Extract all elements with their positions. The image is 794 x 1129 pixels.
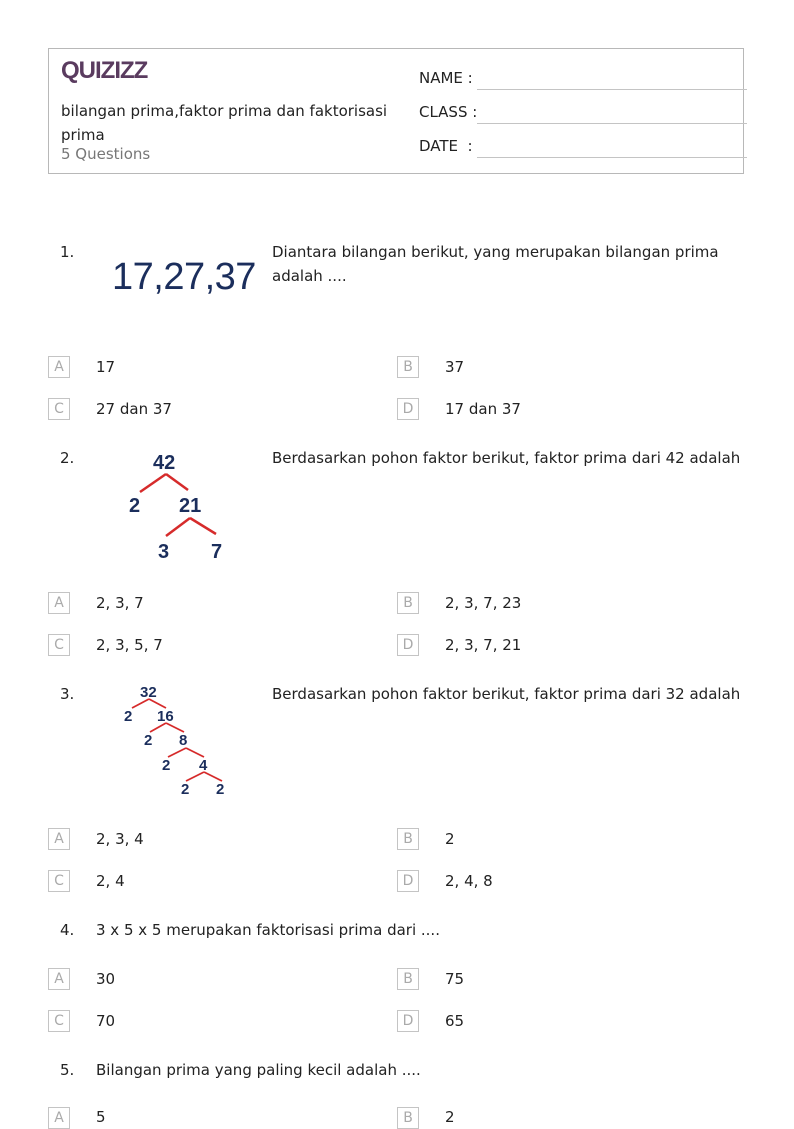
option-text-b[interactable]: 75 (445, 970, 465, 988)
option-letter-d[interactable]: D (397, 1010, 419, 1032)
option-letter-c[interactable]: C (48, 870, 70, 892)
tree-node: 2 (162, 757, 171, 774)
option-text-d[interactable]: 17 dan 37 (445, 400, 521, 418)
tree-node: 2 (144, 732, 153, 749)
option-text-d[interactable]: 2, 4, 8 (445, 872, 493, 890)
tree-node: 8 (179, 732, 188, 749)
class-line (477, 123, 747, 124)
factor-tree-42 (116, 448, 236, 564)
quizizz-logo: QUIZIZZ (61, 57, 148, 84)
option-text-b[interactable]: 2, 3, 7, 23 (445, 594, 522, 612)
question-number: 4. (60, 921, 75, 939)
tree-branch (190, 518, 216, 534)
question-text: Berdasarkan pohon faktor berikut, faktor prima dari 42 adalah (272, 449, 741, 467)
class-label: CLASS : (419, 103, 478, 121)
tree-branch (186, 748, 204, 757)
question-number: 2. (60, 449, 75, 467)
option-text-b[interactable]: 37 (445, 358, 465, 376)
question-text: Bilangan prima yang paling kecil adalah .... (96, 1061, 421, 1079)
factor-tree-32 (116, 682, 240, 802)
tree-node: 21 (179, 495, 202, 517)
option-text-a[interactable]: 17 (96, 358, 116, 376)
option-text-c[interactable]: 2, 4 (96, 872, 125, 890)
tree-node: 7 (211, 541, 223, 563)
option-letter-c[interactable]: C (48, 634, 70, 656)
tree-branch (166, 474, 188, 490)
option-letter-b[interactable]: B (397, 968, 419, 990)
question-count: 5 Questions (61, 145, 151, 163)
name-field[interactable] (419, 66, 735, 90)
name-line (477, 89, 747, 90)
option-letter-a[interactable]: A (48, 592, 70, 614)
option-text-b[interactable]: 2 (445, 1108, 455, 1126)
option-letter-d[interactable]: D (397, 870, 419, 892)
tree-node: 16 (157, 708, 174, 725)
option-letter-b[interactable]: B (397, 356, 419, 378)
option-text-d[interactable]: 65 (445, 1012, 465, 1030)
option-letter-d[interactable]: D (397, 398, 419, 420)
class-field[interactable] (419, 100, 735, 124)
option-letter-b[interactable]: B (397, 592, 419, 614)
date-label: DATE : (419, 137, 473, 155)
tree-node: 2 (129, 495, 141, 517)
date-field[interactable] (419, 134, 735, 158)
tree-node: 3 (158, 541, 170, 563)
tree-node: 32 (140, 684, 157, 701)
option-text-b[interactable]: 2 (445, 830, 455, 848)
tree-node: 2 (124, 708, 133, 725)
tree-branch (140, 474, 166, 492)
question-text: Diantara bilangan berikut, yang merupakan bilangan prima adalah .... (272, 243, 719, 285)
option-letter-a[interactable]: A (48, 828, 70, 850)
option-letter-a[interactable]: A (48, 968, 70, 990)
date-line (477, 157, 747, 158)
name-label: NAME : (419, 69, 473, 87)
tree-node: 42 (153, 452, 176, 474)
option-text-d[interactable]: 2, 3, 7, 21 (445, 636, 522, 654)
option-letter-d[interactable]: D (397, 634, 419, 656)
question-text: 3 x 5 x 5 merupakan faktorisasi prima dari .... (96, 921, 440, 939)
option-letter-b[interactable]: B (397, 828, 419, 850)
option-letter-c[interactable]: C (48, 398, 70, 420)
option-text-c[interactable]: 2, 3, 5, 7 (96, 636, 163, 654)
question-image-numbers: 17,27,37 (112, 256, 256, 298)
option-text-a[interactable]: 5 (96, 1108, 106, 1126)
option-text-a[interactable]: 2, 3, 7 (96, 594, 144, 612)
question-number: 1. (60, 243, 75, 261)
worksheet-header (48, 48, 744, 174)
tree-branch (168, 748, 186, 757)
option-text-c[interactable]: 27 dan 37 (96, 400, 172, 418)
option-text-c[interactable]: 70 (96, 1012, 116, 1030)
option-letter-c[interactable]: C (48, 1010, 70, 1032)
question-number: 5. (60, 1061, 75, 1079)
worksheet-title: bilangan prima,faktor prima dan faktorisasi prima (61, 102, 388, 144)
option-letter-b[interactable]: B (397, 1107, 419, 1129)
option-text-a[interactable]: 30 (96, 970, 116, 988)
tree-branch (166, 518, 190, 536)
option-letter-a[interactable]: A (48, 356, 70, 378)
tree-node: 2 (216, 781, 225, 798)
tree-node: 2 (181, 781, 190, 798)
option-text-a[interactable]: 2, 3, 4 (96, 830, 144, 848)
option-letter-a[interactable]: A (48, 1107, 70, 1129)
question-text: Berdasarkan pohon faktor berikut, faktor prima dari 32 adalah (272, 685, 741, 703)
question-number: 3. (60, 685, 75, 703)
tree-node: 4 (199, 757, 208, 774)
